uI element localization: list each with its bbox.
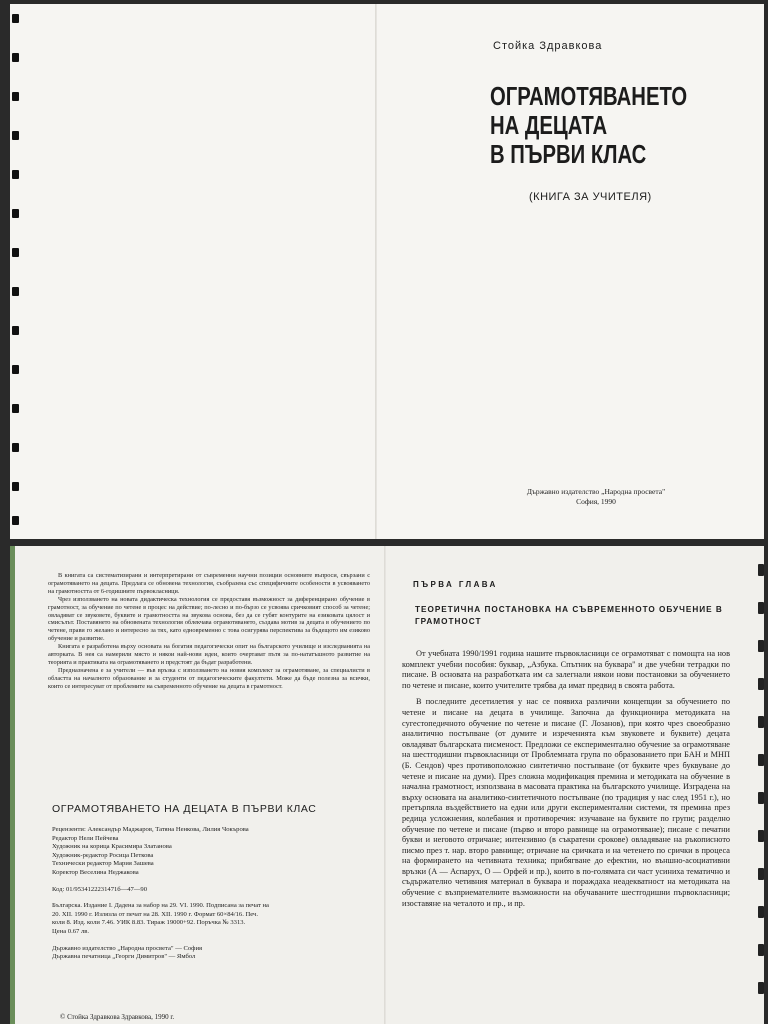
credit-line: Художник-редактор Росица Петкова xyxy=(52,851,154,859)
credit-line: Държавна печатница „Георги Димитров" — Ямбол xyxy=(52,953,196,961)
title-line: ОГРАМОТЯВАНЕТО xyxy=(490,81,688,111)
copyright-notice: © Стойка Здравкова Здравкова, 1990 г. xyxy=(60,1013,175,1021)
binding-ring xyxy=(758,982,764,994)
publisher-info xyxy=(506,487,686,507)
binding-ring xyxy=(12,92,19,101)
credit-line: Художник на корица Красимира Златанова xyxy=(52,843,172,851)
chapter-label: ПЪРВА ГЛАВА xyxy=(413,580,498,589)
cover-edge xyxy=(10,546,15,1024)
publisher-city-year: София, 1990 xyxy=(576,497,616,506)
binding-ring xyxy=(12,209,19,218)
body-paragraph: От учебната 1990/1991 година нашите първокласници се ограмотяват с помощта на нов комплект учебни пособия: буквар, „Азбука. Спътник на буквара" и две учебни тетрадки по писане. В основата на разработката им са залегнали някои нови постановки за обучението по четене и писане, които учителите трябва да имат предвид в своята работа. xyxy=(402,649,730,690)
binding-ring xyxy=(758,678,764,690)
binding-ring xyxy=(12,482,19,491)
chapter-title: ТЕОРЕТИЧНА ПОСТАНОВКА НА СЪВРЕМЕННОТО ОБУЧЕНИЕ В ГРАМОТНОСТ xyxy=(415,605,723,626)
binding-ring xyxy=(12,248,19,257)
book-subtitle: (КНИГА ЗА УЧИТЕЛЯ) xyxy=(529,191,652,203)
binding-ring xyxy=(758,944,764,956)
binding-ring xyxy=(758,830,764,842)
binding-ring xyxy=(12,326,19,335)
imprint-title: ОГРАМОТЯВАНЕТО НА ДЕЦАТА В ПЪРВИ КЛАС xyxy=(52,803,317,815)
binding-ring xyxy=(12,14,19,23)
binding-ring xyxy=(12,516,19,525)
credit-line: коли 8. Изд. коли 7.46. УИК 8.83. Тираж 19000+92. Поръчка № 3313. xyxy=(52,919,246,927)
credit-line: Код: 01/9534122231471б—47—90 xyxy=(52,885,148,893)
title-page xyxy=(10,4,764,539)
binding-ring xyxy=(12,443,19,452)
credit-line: Редактор Нели Пейчева xyxy=(52,834,119,842)
book-abstract xyxy=(48,572,370,691)
body-paragraph: В последните десетилетия у нас се появиха различни концепции за обучението по четене и писане на децата в училище. Започна да функционира методиката на сугестопедичното обучение по четене и писане (Г. Лозанов), при която чрез своеобразно аналитично постъпване (от думите и изреченията към звуковете и буквите) децата овладяват българската писменост. Предложи се експериментално обучение за ограмотяване на шестгодишни първокласници от Проблемната група по образованието при БАН и МНП (Б. Сендов) чрез противоположно синтетично постъпване (от буквите чрез буквуване до четене и писане на думи). През сложна модификация премина и методиката на обучение в начална грамотност, използвана в масовата практика на българското училище. Изградена на върху основата на аналитико-синтетичното постъпване (по традиция у нас след 1951 г.), но претърпяла въздействието на едни или други експериментални системи, тя премина през редица усложнения, колебания и противоречия: изучаване на буквите по групи; разделно обучение по четене и писане (първо и второ равнище на ограмотяване); писане с печатни букви и неговото отричане; интензивно (в съкратени срокове) овладяване на ръкописното писмо през т. нар. второ равнище; отричане на сричката и на четенето по срички в процеса на формирането на четивната техника; прибягване до ефектни, но външно-асоциативни връзки (А — Аспарух, О — Орфей и пр.), които в по-голямата си част усиниха тематично и съдържателно четивния материал в буквара и пораждаха неадекватност на методиката на обучение с възприемателните възможности на обучаваните шестгодишни първокласници; изоставяне на четалото и пр., и пр. xyxy=(402,697,730,908)
spacer xyxy=(52,937,372,945)
imprint-credits xyxy=(52,826,372,962)
credit-line: Коректор Веселина Неджакова xyxy=(52,868,139,876)
abstract-paragraph: Предназначена е за учители — във връзка с използването на новия комплект за ограмотяване, за специалисти в областта на началното образование и за студенти от педагогическите факултети. Може да бъде полезна за всички, които се интересуват от проблемите на съвременното обучение на децата в грамотност. xyxy=(48,666,370,690)
binding-ring xyxy=(758,640,764,652)
spiral-binding-left xyxy=(10,4,22,539)
title-line: В ПЪРВИ КЛАС xyxy=(490,139,647,169)
binding-ring xyxy=(758,602,764,614)
abstract-paragraph: В книгата са систематизирани и интерпретирани от съвременни научни позиции основните въпроси, свързани с ограмотяването на децата. Предлага се обновена технология, съобразена със специфичните особености в усвояването на грамотността от 6-годишните първокласници. xyxy=(48,572,370,595)
chapter-body xyxy=(402,649,730,915)
credit-line: Цена 0.67 лв. xyxy=(52,927,90,935)
abstract-paragraph: Книгата е разработена върху основата на богатия педагогически опит на българското училище и изследванията на авторката. В нея са намерили място и някои най-нови идеи, които очертават пътя за по-нататъшното развитие на теорията и практиката на ограмотяването и предстоят да бъдат разработени. xyxy=(48,643,370,666)
publisher-name: Държавно издателство „Народна просвета" xyxy=(526,487,666,496)
spiral-binding-right xyxy=(754,546,764,1024)
binding-ring xyxy=(12,53,19,62)
credit-line: 20. XII. 1990 г. Излязла от печат на 28. XII. 1990 г. Формат 60×84/16. Печ. xyxy=(52,910,258,918)
credit-line: Българска. Издание I. Дадена за набор на 29. VI. 1990. Подписана за печат на xyxy=(52,902,269,910)
binding-ring xyxy=(758,792,764,804)
imprint-and-chapter-page xyxy=(10,546,764,1024)
spacer xyxy=(52,894,372,902)
binding-ring xyxy=(12,170,19,179)
spacer xyxy=(52,878,372,886)
credit-line: Рецензенти: Александър Маджаров, Татяна Ненкова, Лилия Чокърова xyxy=(52,826,249,833)
author-name: Стойка Здравкова xyxy=(493,40,603,52)
page-fold xyxy=(375,4,377,539)
title-line: НА ДЕЦАТА xyxy=(490,110,608,140)
credit-line: Технически редактор Мария Зашева xyxy=(52,860,154,868)
book-title xyxy=(490,82,693,169)
binding-ring xyxy=(758,564,764,576)
binding-ring xyxy=(758,716,764,728)
page-fold xyxy=(384,546,386,1024)
binding-ring xyxy=(12,404,19,413)
binding-ring xyxy=(758,906,764,918)
binding-ring xyxy=(12,365,19,374)
binding-ring xyxy=(12,287,19,296)
abstract-paragraph: Чрез използването на новата дидактическа технология се предоставя възможност за диференцирано обучение в грамотност, за обучение по четене в процес на действие; по-лесно и по-бързо се усвоява сричковият способ за четене; овладяват се звуковете, буквите и грамотността на звукова основа, без да се губят контурите на езиковата цялост и смисълът. Поставянето на обновената технология облекчава ограмотяването, създава мотив за децата в обучението по четене, прави го желано и интересно за тях, като едновременно с това осигурява перспектива за бъдещото им езиково обучение и развитие. xyxy=(48,595,370,643)
binding-ring xyxy=(758,754,764,766)
binding-ring xyxy=(758,868,764,880)
credit-line: Държавно издателство „Народна просвета" — София xyxy=(52,944,203,952)
binding-ring xyxy=(12,131,19,140)
